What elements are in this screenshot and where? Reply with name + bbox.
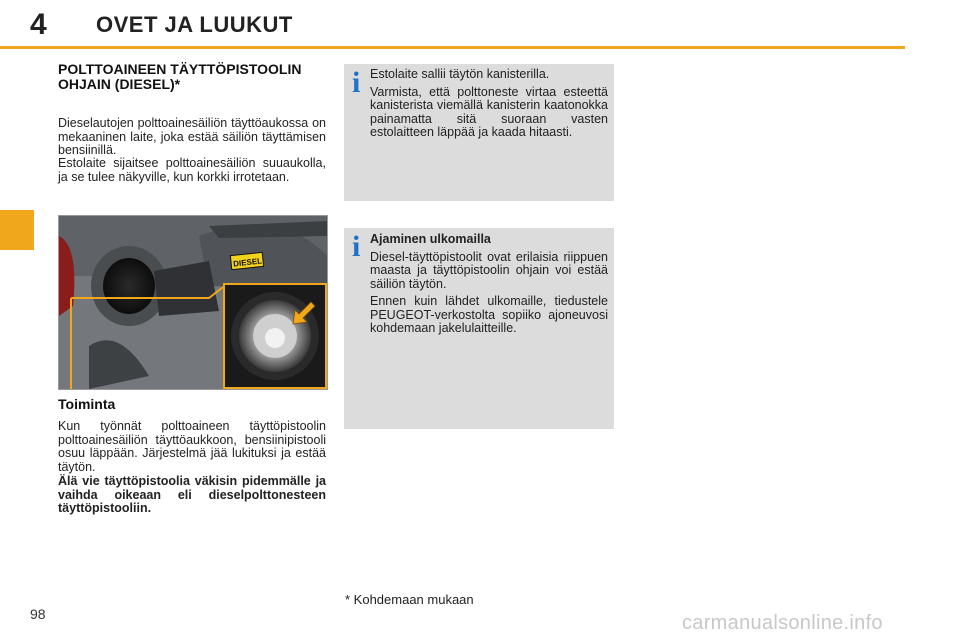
header-rule	[0, 46, 905, 49]
fuel-filler-illustration	[59, 216, 327, 389]
subsection-title: Toiminta	[58, 396, 116, 412]
info-1-paragraph-1: Estolaite sallii täytön kanisterilla.	[370, 67, 550, 81]
info-icon: i	[352, 66, 361, 99]
info-2-paragraph-2: Ennen kuin lähdet ulkomaille, tiedustele PEUGEOT-verkostolta sopiiko ajoneuvosi kohdemaan jakelulaitteille.	[370, 294, 608, 335]
info-2-paragraph-1: Diesel-täyttöpistoolit ovat erilaisia riippuen maasta ja täyttöpistoolin ohjain voi estää säiliön täytön.	[370, 249, 608, 291]
warning-paragraph: Älä vie täyttöpistoolia väkisin pidemmälle ja vaihda oikeaan eli dieselpolttonesteen täyttöpistooliin.	[58, 474, 326, 515]
footnote: * Kohdemaan mukaan	[345, 592, 474, 607]
intro-paragraph-1: Dieselautojen polttoainesäiliön täyttöaukossa on mekaaninen laite, joka estää säiliön täyttämisen bensiinillä.	[58, 116, 326, 157]
chapter-side-tab	[0, 210, 34, 250]
chapter-number: 4	[30, 8, 47, 41]
section-title: POLTTOAINEEN TÄYTTÖPISTOOLIN OHJAIN (DIESEL)*	[58, 61, 302, 92]
info-box-canister	[344, 64, 614, 201]
intro-paragraph-2: Estolaite sijaitsee polttoainesäiliön suuaukolla, ja se tulee näkyville, kun korkki irrotetaan.	[58, 156, 326, 184]
fuel-filler-photo	[58, 215, 328, 390]
operation-paragraph: Kun työnnät polttoaineen täyttöpistoolin polttoainesäiliön täyttöaukkoon, bensiinipistooli osuu läppään. Järjestelmä jää lukituksi ja estää täytön.	[58, 419, 326, 474]
watermark: carmanualsonline.info	[682, 612, 883, 634]
chapter-title: OVET JA LUUKUT	[96, 12, 293, 37]
info-icon: i	[352, 230, 361, 263]
info-box-abroad	[344, 228, 614, 429]
diesel-label: DIESEL	[232, 256, 263, 269]
info-1-paragraph-2: Varmista, että polttoneste virtaa esteettä kanisterista viemällä kanisterin kaatonokka painamatta sitä suoraan vasten estolaitteen läppää ja kaada hitaasti.	[370, 84, 608, 139]
info-2-title: Ajaminen ulkomailla	[370, 232, 491, 246]
page-number: 98	[30, 606, 46, 622]
